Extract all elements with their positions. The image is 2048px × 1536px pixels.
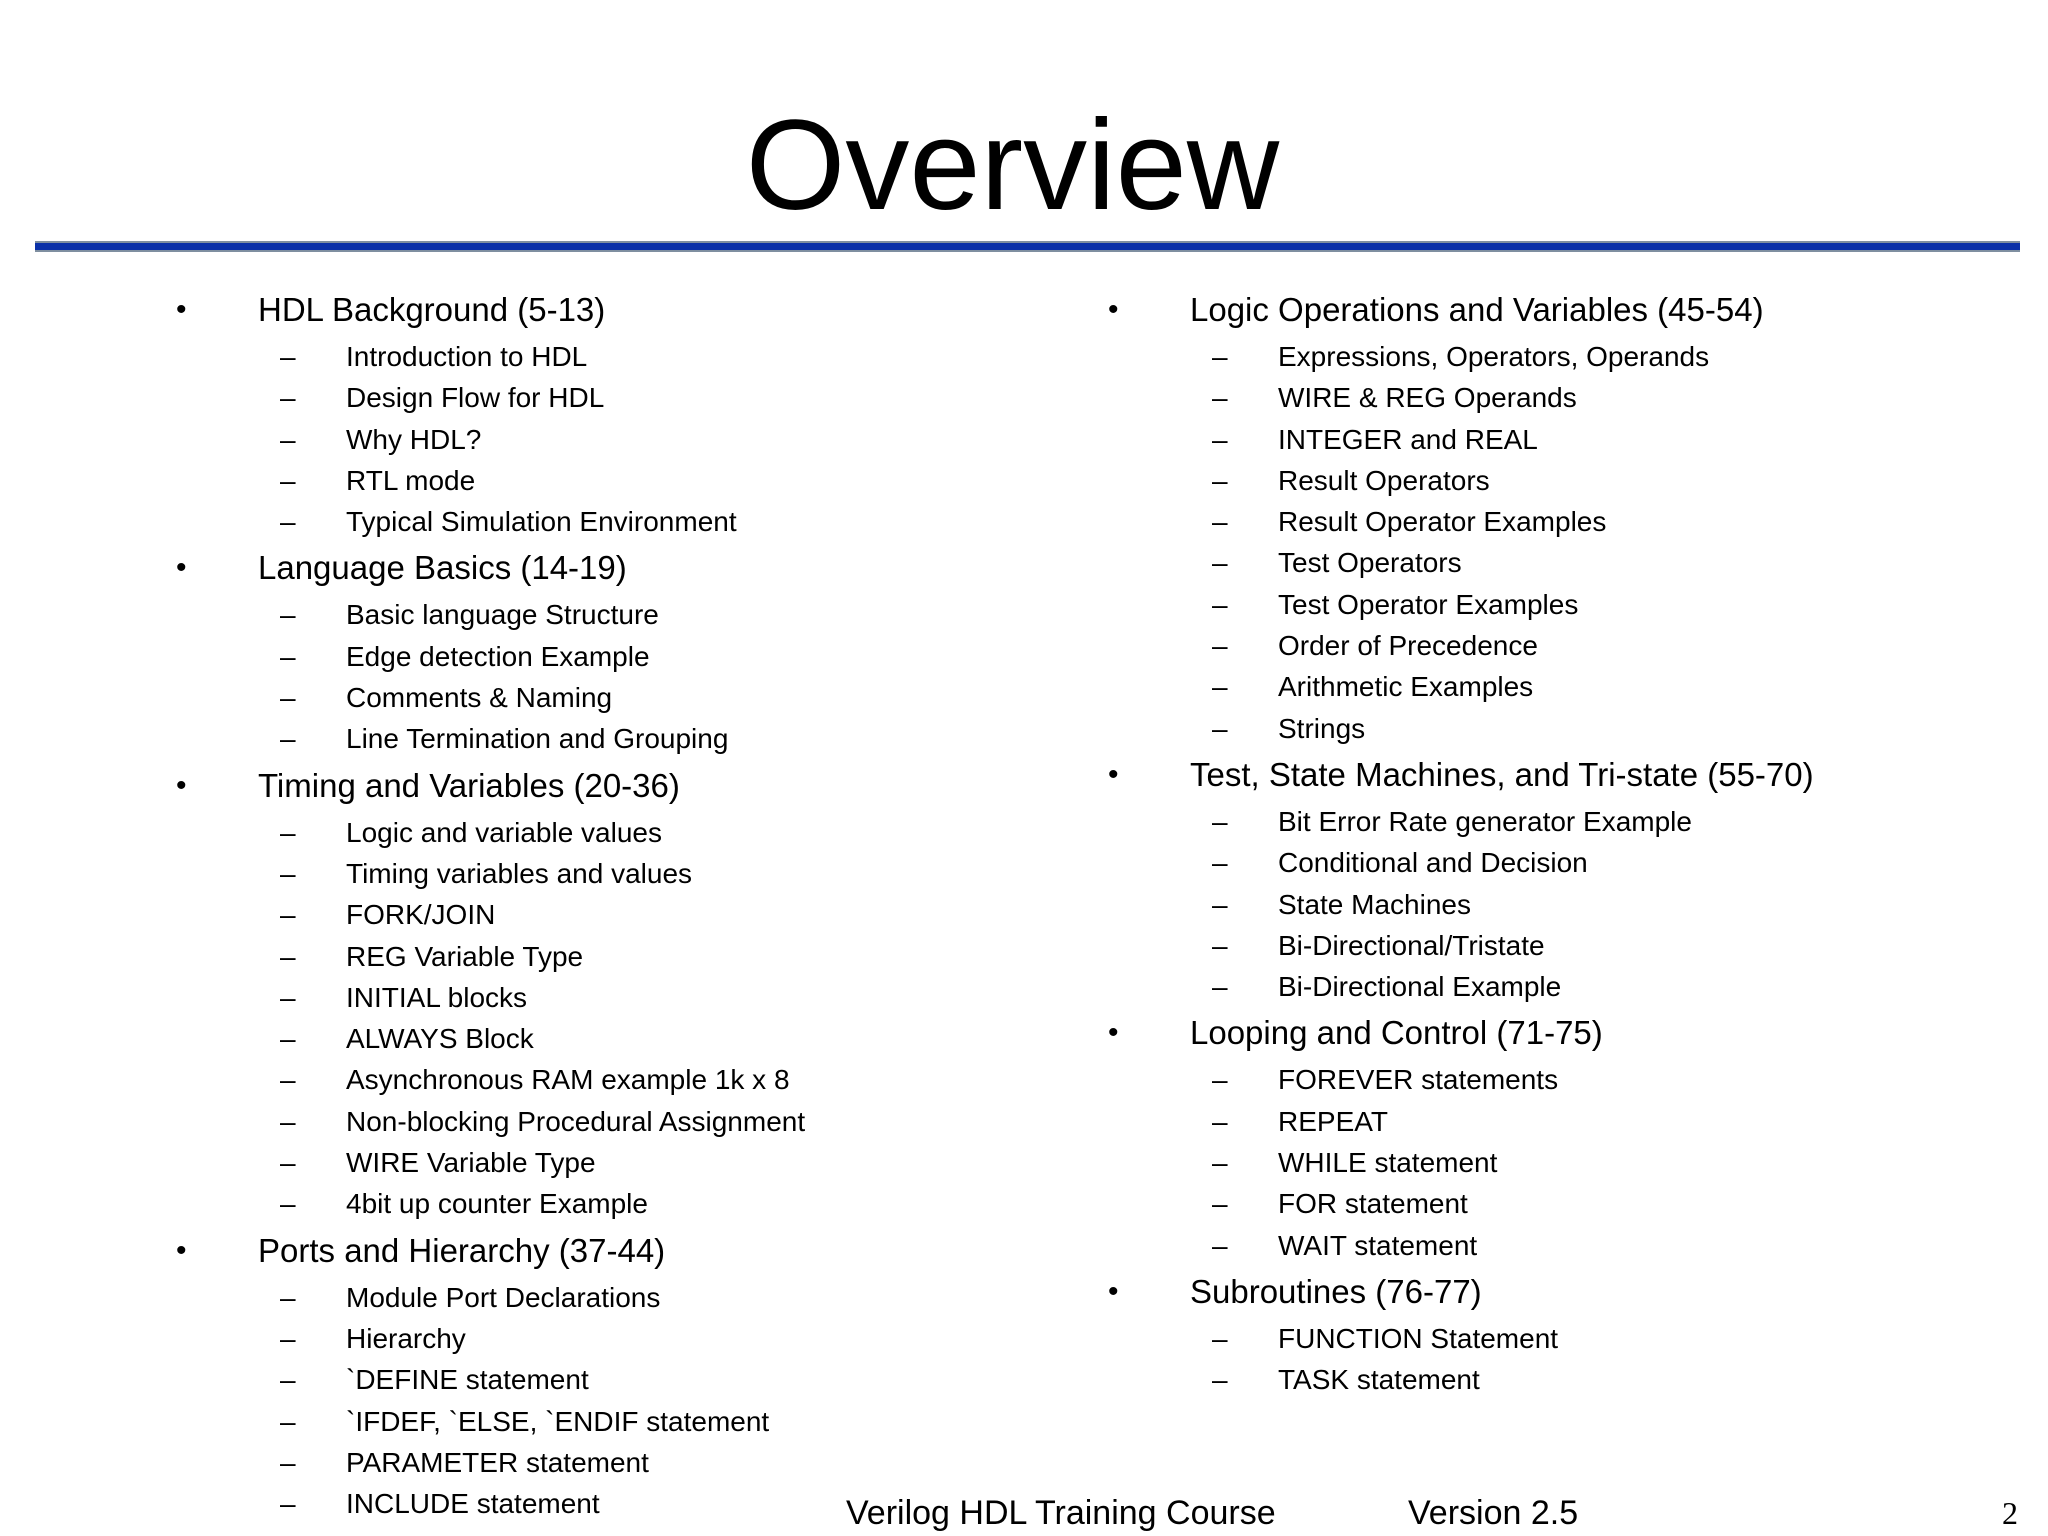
page-number: 2 xyxy=(2002,1495,2018,1531)
title-divider xyxy=(35,241,2020,252)
topic-section xyxy=(176,284,1056,542)
bullet-icon: • xyxy=(176,551,187,585)
list-item-label: 4bit up counter Example xyxy=(346,1188,648,1220)
list-item-label: Conditional and Decision xyxy=(1278,847,1588,879)
topic-section xyxy=(1108,749,2008,1007)
list-item-label: INTEGER and REAL xyxy=(1278,423,1538,455)
topic-heading xyxy=(1108,284,2008,336)
list-item-label: Result Operator Examples xyxy=(1278,506,1607,538)
list-item-label: WIRE Variable Type xyxy=(346,1147,596,1179)
list-item xyxy=(1108,336,2008,377)
dash-icon: – xyxy=(280,1405,296,1437)
dash-icon: – xyxy=(280,1064,296,1096)
list-item-label: Non-blocking Procedural Assignment xyxy=(346,1105,806,1137)
topic-section xyxy=(176,542,1056,759)
right-column xyxy=(1108,284,2008,1401)
bullet-icon: • xyxy=(176,768,187,802)
topic-label: Language Basics (14-19) xyxy=(258,549,627,587)
dash-icon: – xyxy=(1212,464,1228,496)
dash-icon: – xyxy=(280,599,296,631)
list-item xyxy=(176,718,1056,759)
bullet-icon: • xyxy=(1108,1016,1119,1050)
list-item xyxy=(1108,1225,2008,1266)
dash-icon: – xyxy=(1212,971,1228,1003)
list-item xyxy=(176,377,1056,418)
dash-icon: – xyxy=(1212,1364,1228,1396)
list-item-label: Expressions, Operators, Operands xyxy=(1278,341,1710,372)
list-item xyxy=(176,1101,1056,1142)
list-item xyxy=(176,594,1056,635)
topic-section xyxy=(176,760,1056,1225)
list-item-label: Hierarchy xyxy=(346,1322,466,1354)
dash-icon: – xyxy=(280,1188,296,1220)
topic-section xyxy=(1108,284,2008,749)
list-item xyxy=(176,936,1056,977)
topic-label: Looping and Control (71-75) xyxy=(1190,1014,1603,1052)
topic-section xyxy=(1108,1266,2008,1401)
list-item xyxy=(176,853,1056,894)
bullet-icon: • xyxy=(1108,1274,1119,1308)
list-item xyxy=(1108,884,2008,925)
topic-label: HDL Background (5-13) xyxy=(258,291,606,328)
list-item xyxy=(1108,542,2008,583)
dash-icon: – xyxy=(1212,1188,1228,1220)
dash-icon: – xyxy=(1212,805,1228,837)
list-item xyxy=(176,1442,1056,1483)
list-item xyxy=(176,1277,1056,1318)
topic-heading xyxy=(176,760,1056,812)
list-item xyxy=(1108,801,2008,842)
dash-icon: – xyxy=(1212,506,1228,538)
topic-section xyxy=(1108,1007,2008,1265)
dash-icon: – xyxy=(1212,1105,1228,1137)
list-item-label: Basic language Structure xyxy=(346,599,659,631)
list-item xyxy=(176,636,1056,677)
slide-title: Overview xyxy=(745,94,1280,237)
list-item-label: RTL mode xyxy=(346,464,476,496)
list-item xyxy=(1108,1101,2008,1142)
list-item-label: REPEAT xyxy=(1278,1105,1388,1137)
list-item xyxy=(1108,625,2008,666)
list-item xyxy=(176,1059,1056,1100)
dash-icon: – xyxy=(1212,547,1228,579)
topic-heading xyxy=(1108,749,2008,801)
list-item xyxy=(1108,501,2008,542)
dash-icon: – xyxy=(280,1322,296,1354)
dash-icon: – xyxy=(280,816,296,848)
list-item-label: `IFDEF, `ELSE, `ENDIF statement xyxy=(346,1405,770,1437)
list-item xyxy=(1108,925,2008,966)
list-item xyxy=(1108,1359,2008,1400)
list-item-label: INITIAL blocks xyxy=(346,981,528,1013)
list-item-label: PARAMETER statement xyxy=(346,1446,649,1478)
list-item-label: Introduction to HDL xyxy=(346,341,588,372)
dash-icon: – xyxy=(1212,630,1228,662)
list-item xyxy=(1108,584,2008,625)
list-item-label: Strings xyxy=(1278,712,1366,744)
dash-icon: – xyxy=(280,506,296,538)
dash-icon: – xyxy=(1212,1064,1228,1096)
list-item-label: ALWAYS Block xyxy=(346,1023,534,1055)
list-item-label: REG Variable Type xyxy=(346,940,584,972)
list-item-label: Order of Precedence xyxy=(1278,630,1538,662)
list-item-label: Bi-Directional/Tristate xyxy=(1278,929,1545,961)
dash-icon: – xyxy=(280,723,296,755)
list-item-label: Comments & Naming xyxy=(346,682,613,714)
list-item-label: TASK statement xyxy=(1278,1364,1480,1396)
bullet-icon: • xyxy=(176,293,187,326)
dash-icon: – xyxy=(1212,382,1228,414)
list-item-label: WHILE statement xyxy=(1278,1147,1498,1179)
dash-icon: – xyxy=(1212,588,1228,620)
list-item-label: Result Operators xyxy=(1278,464,1490,496)
dash-icon: – xyxy=(1212,341,1228,372)
dash-icon: – xyxy=(280,423,296,455)
topic-label: Ports and Hierarchy (37-44) xyxy=(258,1231,666,1269)
dash-icon: – xyxy=(280,382,296,414)
list-item xyxy=(176,419,1056,460)
dash-icon: – xyxy=(1212,1322,1228,1354)
topic-heading xyxy=(1108,1007,2008,1059)
list-item xyxy=(176,336,1056,377)
dash-icon: – xyxy=(280,341,296,372)
list-item-label: FUNCTION Statement xyxy=(1278,1322,1559,1354)
list-item-label: Asynchronous RAM example 1k x 8 xyxy=(346,1064,790,1096)
list-item xyxy=(176,1183,1056,1224)
topic-heading xyxy=(176,1225,1056,1277)
dash-icon: – xyxy=(280,682,296,714)
dash-icon: – xyxy=(1212,888,1228,920)
dash-icon: – xyxy=(280,1446,296,1478)
list-item xyxy=(1108,460,2008,501)
footer-version: Version 2.5 xyxy=(1408,1494,1579,1532)
bullet-icon: • xyxy=(1108,757,1119,791)
dash-icon: – xyxy=(280,1105,296,1137)
dash-icon: – xyxy=(280,1023,296,1055)
list-item xyxy=(1108,708,2008,749)
list-item-label: FORK/JOIN xyxy=(346,899,496,931)
topic-label: Timing and Variables (20-36) xyxy=(258,766,680,804)
topic-heading xyxy=(176,542,1056,594)
topic-label: Logic Operations and Variables (45-54) xyxy=(1190,291,1764,328)
list-item-label: Why HDL? xyxy=(346,423,482,455)
list-item xyxy=(176,1318,1056,1359)
dash-icon: – xyxy=(280,640,296,672)
list-item xyxy=(176,894,1056,935)
list-item-label: Timing variables and values xyxy=(346,857,693,889)
topic-label: Test, State Machines, and Tri-state (55-70) xyxy=(1190,755,1814,793)
dash-icon: – xyxy=(280,899,296,931)
topic-heading xyxy=(1108,1266,2008,1318)
list-item xyxy=(176,977,1056,1018)
dash-icon: – xyxy=(1212,712,1228,744)
list-item xyxy=(176,677,1056,718)
bullet-icon: • xyxy=(176,1233,187,1267)
dash-icon: – xyxy=(280,857,296,889)
dash-icon: – xyxy=(280,1364,296,1396)
list-item xyxy=(1108,377,2008,418)
list-item xyxy=(1108,842,2008,883)
dash-icon: – xyxy=(1212,671,1228,703)
list-item-label: Test Operator Examples xyxy=(1278,588,1579,620)
list-item xyxy=(176,1142,1056,1183)
list-item-label: WAIT statement xyxy=(1278,1229,1478,1261)
list-item-label: Design Flow for HDL xyxy=(346,382,605,414)
list-item xyxy=(176,812,1056,853)
dash-icon: – xyxy=(280,1488,296,1520)
topic-section xyxy=(176,1225,1056,1525)
list-item xyxy=(1108,1318,2008,1359)
dash-icon: – xyxy=(280,1281,296,1313)
list-item xyxy=(1108,1183,2008,1224)
list-item xyxy=(176,501,1056,542)
list-item-label: FOR statement xyxy=(1278,1188,1468,1220)
dash-icon: – xyxy=(1212,929,1228,961)
list-item-label: Bi-Directional Example xyxy=(1278,971,1562,1003)
list-item-label: Arithmetic Examples xyxy=(1278,671,1534,703)
list-item xyxy=(1108,1142,2008,1183)
list-item-label: Edge detection Example xyxy=(346,640,650,672)
list-item xyxy=(176,1359,1056,1400)
list-item-label: WIRE & REG Operands xyxy=(1278,382,1577,414)
topic-heading xyxy=(176,284,1056,336)
list-item xyxy=(1108,966,2008,1007)
dash-icon: – xyxy=(1212,423,1228,455)
left-column xyxy=(176,284,1056,1524)
list-item-label: Typical Simulation Environment xyxy=(346,506,737,538)
bullet-icon: • xyxy=(1108,293,1119,326)
list-item xyxy=(1108,419,2008,460)
list-item xyxy=(176,1401,1056,1442)
list-item-label: State Machines xyxy=(1278,888,1471,920)
dash-icon: – xyxy=(1212,1147,1228,1179)
dash-icon: – xyxy=(280,1147,296,1179)
list-item-label: Line Termination and Grouping xyxy=(346,723,729,755)
dash-icon: – xyxy=(1212,1229,1228,1261)
list-item-label: Test Operators xyxy=(1278,547,1462,579)
dash-icon: – xyxy=(280,940,296,972)
dash-icon: – xyxy=(1212,847,1228,879)
list-item-label: Logic and variable values xyxy=(346,816,662,848)
footer-course-name: Verilog HDL Training Course xyxy=(846,1494,1276,1532)
list-item xyxy=(176,1018,1056,1059)
list-item xyxy=(176,460,1056,501)
dash-icon: – xyxy=(280,464,296,496)
list-item-label: INCLUDE statement xyxy=(346,1488,600,1520)
list-item xyxy=(1108,1059,2008,1100)
dash-icon: – xyxy=(280,981,296,1013)
list-item-label: Module Port Declarations xyxy=(346,1281,661,1313)
list-item-label: FOREVER statements xyxy=(1278,1064,1559,1096)
list-item xyxy=(1108,666,2008,707)
list-item-label: `DEFINE statement xyxy=(346,1364,589,1396)
topic-label: Subroutines (76-77) xyxy=(1190,1272,1482,1310)
list-item-label: Bit Error Rate generator Example xyxy=(1278,805,1692,837)
